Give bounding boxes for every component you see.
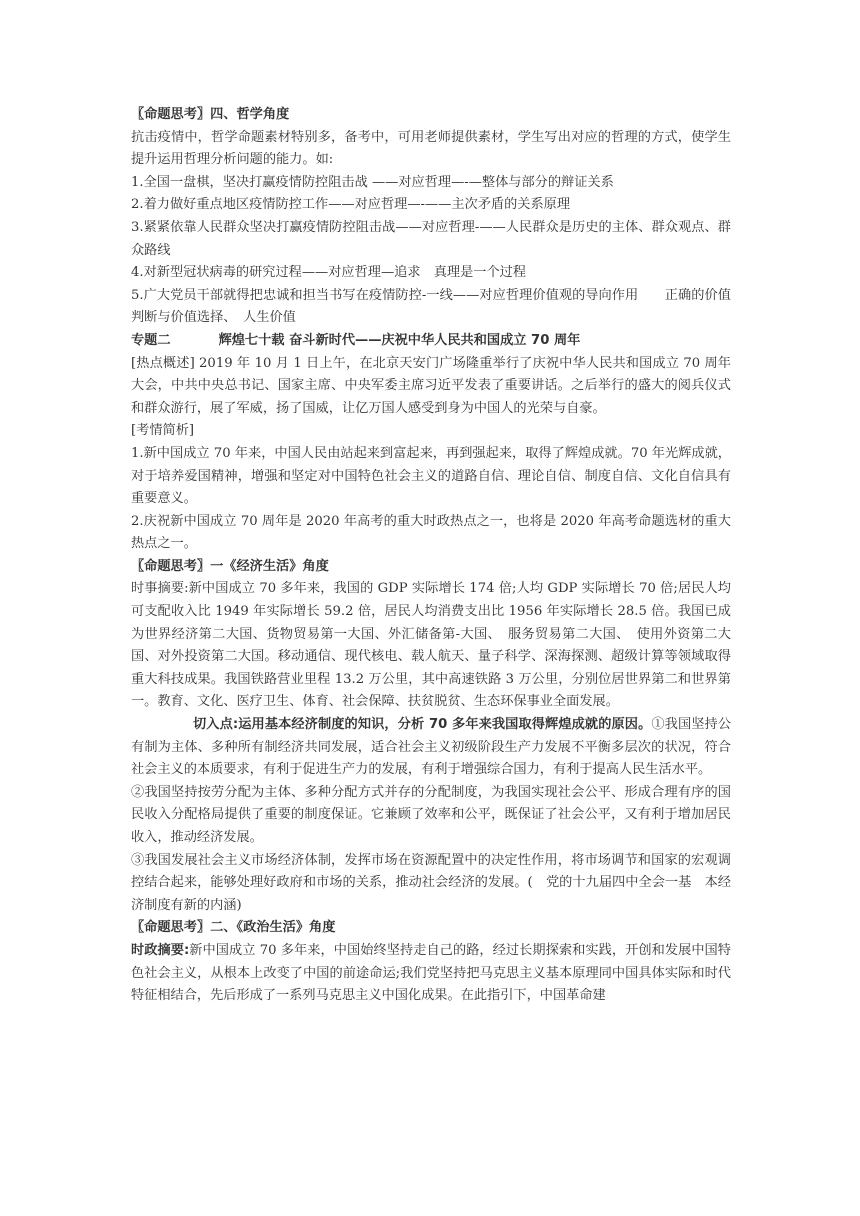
philosophy-item-1: 1.全国一盘棋，坚决打赢疫情防控阻击战 ——对应哲理—-—整体与部分的辩证关系 <box>131 174 614 190</box>
philosophy-item-3: 3.紧紧依靠人民群众坚决打赢疫情防控阻击战——对应哲理-——人民群众是历史的主体、群众观点、群众路线 <box>131 219 731 258</box>
document-body <box>131 104 731 1008</box>
topic2-label: 专题二 <box>131 332 171 348</box>
topic2-heading <box>131 330 731 353</box>
philosophy-item-4: 4.对新型冠状病毒的研究过程——对应哲理—追求 真理是一个过程 <box>131 265 527 281</box>
entry-point <box>131 714 731 782</box>
exam-item-1: 1.新中国成立 70 年来，中国人民由站起来到富起来，再到强起来，取得了辉煌成就。70 年光辉成就，对于培养爱国精神，增强和坚定对中国特色社会主义的道路自信、理论自信、制度自信、文化自信具有重要意义。 <box>131 445 731 507</box>
philosophy-item-5: 5.广大党员干部就得把忠诚和担当书写在疫情防控-一线——对应哲理价值观的导向作用 正确的价值判断与价值选择、 人生价值 <box>131 287 731 326</box>
news-summary-2-text: 新中国成立 70 多年来，中国始终坚持走自己的路，经过长期探索和实践，开创和发展中国特色社会主义，从根本上改变了中国的前途命运;我们党坚持把马克思主义基本原理同中国具体实际和时代特征相结合，先后形成了一系列马克思主义中国化成果。在此指引下，中国革命建 <box>131 942 731 1004</box>
philosophy-item-2: 2.着力做好重点地区疫情防控工作——对应哲理—-——主次矛盾的关系原理 <box>131 197 571 213</box>
section2-heading: 〖命题思考〗二、《政治生活》角度 <box>131 920 336 936</box>
news-summary-2 <box>131 940 731 1008</box>
point-2: ②我国坚持按劳分配为主体、多种分配方式并存的分配制度，为我国实现社会公平、形成合理有序的国民收入分配格局提供了重要的制度保证。它兼顾了效率和公平，既保证了社会公平，又有利于增加居民收入，推动经济发展。 <box>131 784 731 845</box>
exam-item-2: 2.庆祝新中国成立 70 周年是 2020 年高考的重大时政热点之一，也将是 2020 年高考命题选材的重大热点之一。 <box>131 513 731 552</box>
news-summary-1: 时事摘要:新中国成立 70 多年来，我国的 GDP 实际增长 174 倍;人均 GDP 实际增长 70 倍;居民人均可支配收入比 1949 年实际增长 59.2 倍，居民人均消费支出比 1956 年实际增长 28.5 倍。我国已成为世界经济第二大国、货物贸易第一大国、外汇储备第-大国、 服务贸易第二大国、 使用外资第二大国、对外投资第二大国。移动通信、现代核电、载人航天、量子科学、深海探测、超级计算等领域取得重大科技成果。我国铁路营业里程 13.2 万公里，其中高速铁路 3 万公里，分别位居世界第二和世界第一。教育、文化、医疗卫生、体育、社会保障、扶贫脱贫、生态环保事业全面发展。 <box>131 581 731 710</box>
hot-overview: [热点概述] 2019 年 10 月 1 日上午，在北京天安门广场隆重举行了庆祝中华人民共和国成立 70 周年大会，中共中央总书记、国家主席、中央军委主席习近平发表了重要讲话。之后举行的盛大的阅兵仪式和群众游行，展了军威，扬了国威，让亿万国人感受到身为中国人的光荣与自豪。 <box>131 355 731 416</box>
topic2-title: 辉煌七十载 奋斗新时代——庆祝中华人民共和国成立 70 周年 <box>218 332 581 348</box>
section1-heading: 〖命题思考〗一《经济生活》角度 <box>131 558 329 574</box>
entry-point-label: 切入点:运用基本经济制度的知识，分析 70 多年来我国取得辉煌成就的原因。 <box>193 717 652 733</box>
section4-heading: 〖命题思考〗四、哲学角度 <box>131 107 290 122</box>
section4-intro: 抗击疫情中，哲学命题素材特别多，备考中，可用老师提供素材，学生写出对应的哲理的方式，使学生提升运用哲理分析问题的能力。如: <box>131 129 731 168</box>
news-summary-2-label: 时政摘要: <box>131 942 190 958</box>
exam-analysis-label: [考情简析] <box>131 423 195 439</box>
entry-point-text: ①我国坚持公有制为主体、多种所有制经济共同发展，适合社会主义初级阶段生产力发展不平衡多层次的状况，符合社会主义的本质要求，有利于促进生产力的发展，有利于增强综合国力，有利于提高人民生活水平。 <box>131 717 732 778</box>
point-3: ③我国发展社会主义市场经济体制，发挥市场在资源配置中的决定性作用，将市场调节和国家的宏观调控结合起来，能够处理好政府和市场的关系，推动社会经济的发展。( 党的十九届四中全会一基 本经济制度有新的内涵) <box>131 852 731 913</box>
